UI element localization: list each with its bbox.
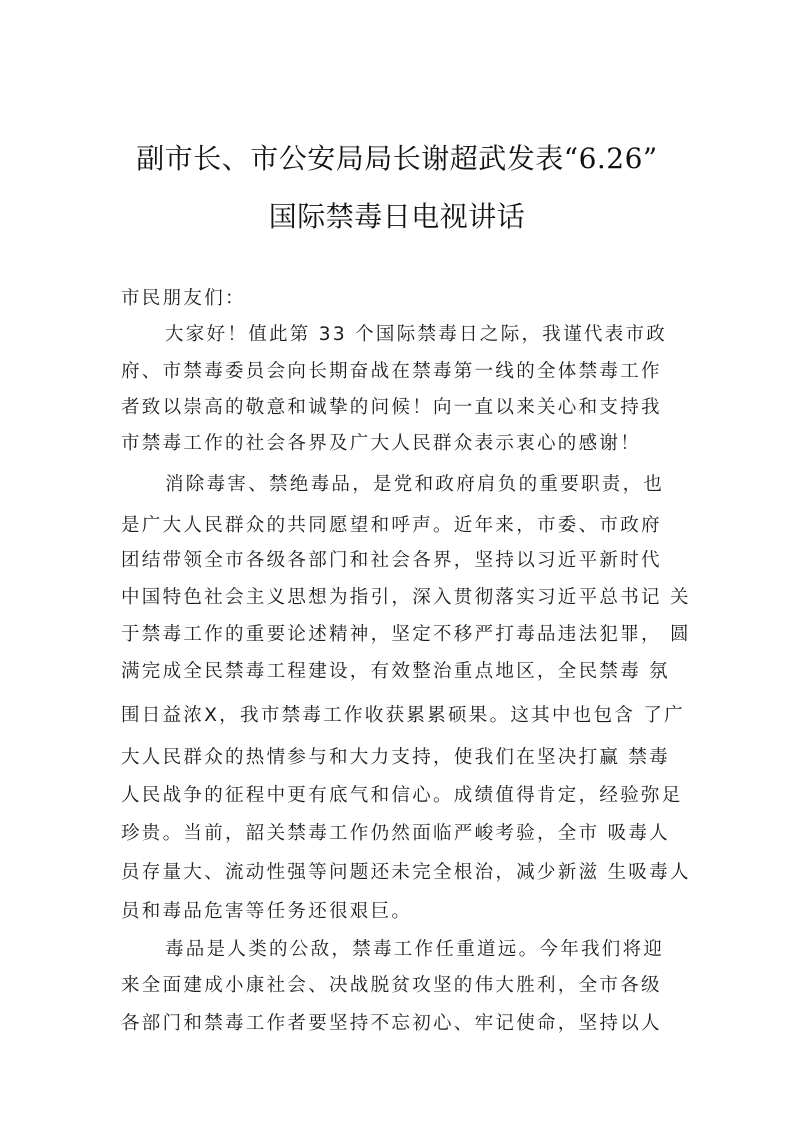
body-line: 于禁毒工作的重要论述精神，坚定不移严打毒品违法犯罪， 圆 (121, 624, 691, 645)
body-line: 是广大人民群众的共同愿望和呼声。近年来，市委、市政府 (121, 515, 662, 536)
body-line: 各部门和禁毒工作者要坚持不忘初心、牢记使命，坚持以人 (121, 1013, 662, 1034)
body-line: 来全面建成小康社会、决战脱贫攻坚的伟大胜利，全市各级 (121, 975, 662, 996)
body-line: 围日益浓X，我市禁毒工作收获累累硕果。这其中也包含 了广 (121, 705, 685, 726)
body-line: 员和毒品危害等任务还很艰巨。 (121, 901, 413, 922)
body-line: 市禁毒工作的社会各界及广大人民群众表示衷心的感谢！ (121, 433, 642, 454)
body-line: 大家好！值此第 33 个国际禁毒日之际，我谨代表市政 (165, 324, 668, 345)
body-line: 大人民群众的热情参与和大力支持，使我们在坚决打赢 禁毒 (121, 747, 670, 768)
body-line: 珍贵。当前，韶关禁毒工作仍然面临严峻考验，全市 吸毒人 (121, 823, 670, 844)
body-line: 员存量大、流动性强等问题还未完全根治，减少新滋 生吸毒人 (121, 862, 691, 883)
body-line: 人民战争的征程中更有底气和信心。成绩值得肯定，经验弥足 (121, 785, 683, 806)
body-line: 府、市禁毒委员会向长期奋战在禁毒第一线的全体禁毒工作 (121, 361, 662, 382)
title-line-2: 国际禁毒日电视讲话 (268, 200, 526, 233)
body-line: 者致以崇高的敬意和诚挚的问候！向一直以来关心和支持我 (121, 397, 662, 418)
body-line: 中国特色社会主义思想为指引，深入贯彻落实习近平总书记 关 (121, 587, 691, 608)
body-line: 团结带领全市各级各部门和社会各界，坚持以习近平新时代 (121, 550, 662, 571)
body-line: 毒品是人类的公敌，禁毒工作任重道远。今年我们将迎 (165, 939, 665, 960)
body-line: 消除毒害、禁绝毒品，是党和政府肩负的重要职责，也 (165, 474, 665, 495)
salutation: 市民朋友们： (121, 288, 246, 309)
body-line: 满完成全民禁毒工程建设，有效整治重点地区，全民禁毒 氛 (121, 661, 670, 682)
title-line-1: 副市长、市公安局局长谢超武发表“6.26” (136, 142, 658, 175)
